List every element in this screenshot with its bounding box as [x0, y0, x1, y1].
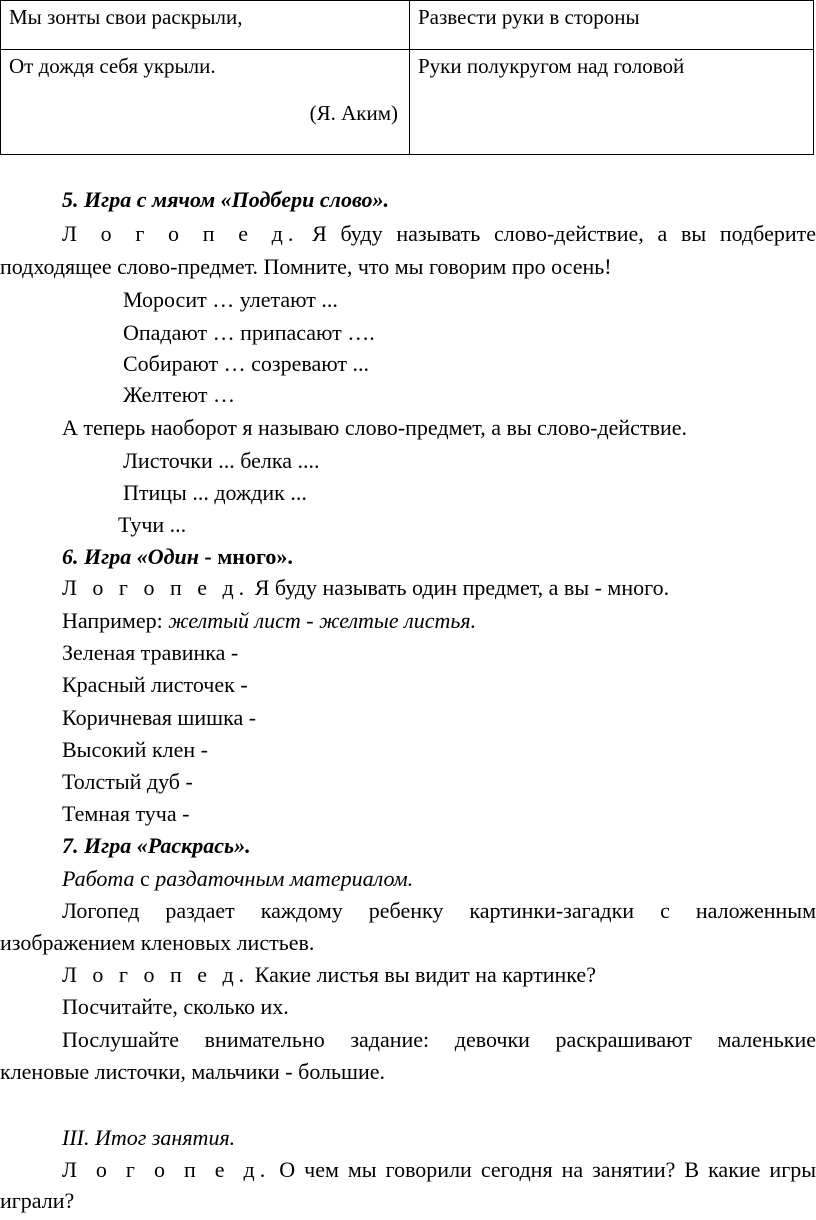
- speaker-label: Л о г о п е д.: [62, 1157, 271, 1182]
- game7-task-line2: кленовые листочки, мальчики - большие.: [0, 1059, 386, 1084]
- table-cell: Руки полукругом над головой: [410, 50, 814, 155]
- game7-work: [0, 864, 816, 894]
- game7-task: Послушайте внимательно задание: девочки раскрашивают маленькие: [62, 1027, 816, 1052]
- word-pair-line: Птицы ... дождик ...: [123, 480, 307, 505]
- list-item: Темная туча -: [62, 801, 190, 826]
- game7-heading: 7. Игра «Раскрась».: [62, 833, 251, 858]
- word-pair-line: Желтеют …: [123, 382, 235, 407]
- game7-paragraph: Логопед раздает каждому ребенку картинки-загадки с наложенным: [62, 898, 816, 923]
- summary-heading: III. Итог занятия.: [62, 1125, 236, 1150]
- word-pair-line: Листочки ... белка ....: [123, 448, 320, 473]
- question-text: Какие листья вы видит на картинке?: [254, 962, 596, 987]
- poem-line: От дождя себя укрыли.: [9, 54, 216, 78]
- game7-count: Посчитайте, сколько их.: [62, 994, 289, 1019]
- work-text: с: [134, 866, 156, 891]
- list-item: Зеленая травинка -: [62, 640, 239, 665]
- heading-part: много».: [217, 544, 293, 569]
- question-text: О чем мы говорили сегодня на занятии? В какие игры: [279, 1157, 816, 1182]
- word-pair-line: Тучи ...: [118, 512, 187, 537]
- example-dash: -: [300, 608, 320, 633]
- example-text: желтые листья.: [319, 608, 477, 633]
- poem-table: [0, 0, 814, 155]
- game6-heading: [0, 542, 816, 572]
- table-row: [1, 1, 814, 50]
- game6-example: [0, 606, 816, 636]
- word-pair-line: Опадают … припасают ….: [123, 320, 375, 345]
- table-cell: [1, 50, 410, 155]
- example-label: Например:: [62, 608, 169, 633]
- table-cell: Мы зонты свои раскрыли,: [1, 1, 410, 50]
- intro-text: Я буду называть слово-действие, а вы подберите: [312, 221, 816, 246]
- speaker-label: Л о г о п е д.: [62, 962, 250, 987]
- intro-text: Я буду называть один предмет, а вы - много.: [254, 575, 670, 600]
- game7-paragraph-line2: изображением кленовых листьев.: [0, 930, 315, 955]
- speaker-label: Л о г о п е д.: [62, 575, 250, 600]
- table-cell: Развести руки в стороны: [410, 1, 814, 50]
- game5-intro: [0, 219, 816, 249]
- table-row: [1, 50, 814, 155]
- game5-intro-line2: подходящее слово-предмет. Помните, что мы говорим про осень!: [0, 254, 612, 279]
- list-item: Коричневая шишка -: [62, 705, 257, 730]
- game5-reverse: А теперь наоборот я называю слово-предмет, а вы слово-действие.: [62, 415, 687, 440]
- speaker-label: Л о г о п е д.: [62, 221, 299, 246]
- game6-intro: [0, 573, 816, 603]
- game7-question: [0, 960, 816, 990]
- list-item: Толстый дуб -: [62, 769, 193, 794]
- list-item: Красный листочек -: [62, 672, 248, 697]
- word-pair-line: Моросит … улетают ...: [123, 287, 338, 312]
- poem-author: (Я. Аким): [309, 101, 398, 125]
- word-pair-line: Собирают … созревают ...: [123, 351, 370, 376]
- example-text: желтый лист: [168, 608, 301, 633]
- summary-question-line2: играли?: [0, 1188, 75, 1213]
- work-text: Работа: [62, 866, 135, 891]
- list-item: Высокий клен -: [62, 737, 208, 762]
- summary-question: [0, 1155, 816, 1185]
- work-text: раздаточным материалом.: [155, 866, 414, 891]
- game5-heading: 5. Игра с мячом «Подбери слово».: [62, 187, 389, 212]
- heading-part: 6. Игра «Один -: [62, 544, 218, 569]
